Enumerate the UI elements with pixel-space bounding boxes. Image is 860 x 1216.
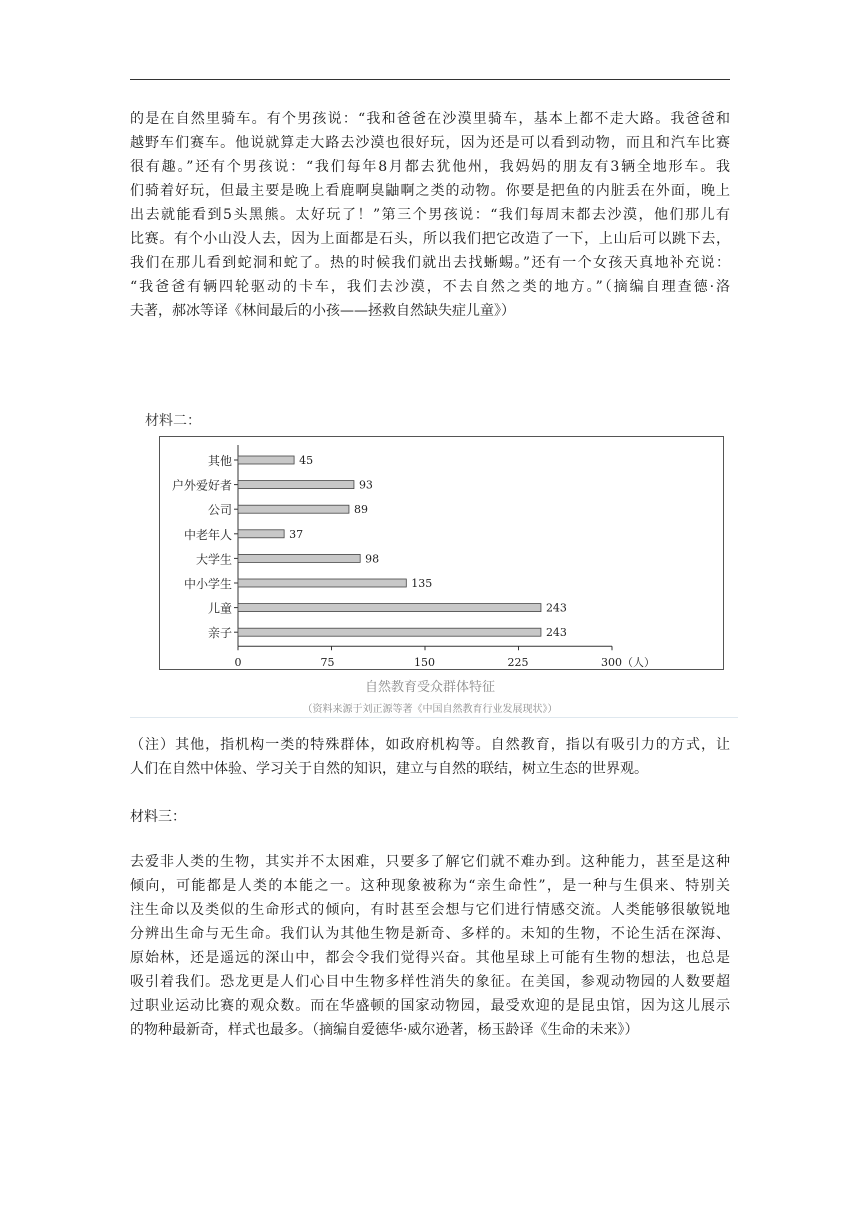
- paragraph-line: 去爱非人类的生物，其实并不太困难，只要多了解它们就不难办到。这种能力，甚至是这种: [130, 854, 730, 870]
- x-tick-label: 75: [320, 656, 335, 669]
- data-label: 243: [545, 601, 567, 615]
- paragraph-line: 人们在自然中体验、学习关于自然的知识，建立与自然的联结，树立生态的世界观。: [130, 761, 648, 777]
- category-label: 中小学生: [183, 577, 232, 591]
- category-label: 公司: [207, 503, 232, 518]
- paragraph-line: 很有趣。”还有个男孩说：“我们每年8月都去犹他州，我妈妈的朋友有3辆全地形车。我: [130, 159, 730, 175]
- paragraph-line: 过职业运动比赛的观众数。而在华盛顿的国家动物园，最受欢迎的是昆虫馆，因为这儿展示: [130, 998, 730, 1014]
- chart-title: 自然教育受众群体特征: [364, 680, 495, 695]
- bar: [238, 628, 541, 636]
- paragraph-line: 夫著，郝冰等译《林间最后的小孩——拯救自然缺失症儿童》）: [130, 303, 515, 319]
- data-label: 93: [358, 478, 373, 492]
- bar: [238, 604, 541, 612]
- paragraph-line: 倾向，可能都是人类的本能之一。这种现象被称为“亲生命性”，是一种与生俱来、特别关: [130, 878, 730, 894]
- material1-paragraph: [130, 107, 730, 323]
- paragraph-line: 我们在那儿看到蛇洞和蛇了。热的时候我们就出去找蜥蜴。”还有一个女孩天真地补充说：: [130, 255, 730, 271]
- bar: [238, 530, 284, 538]
- x-tick-label: 150: [414, 656, 435, 669]
- bar: [238, 505, 349, 513]
- category-label: 户外爱好者: [171, 478, 232, 493]
- category-label: 大学生: [195, 552, 232, 567]
- paragraph-line: 原始林，还是遥远的深山中，都会令我们觉得兴奋。其他星球上可能有生物的想法，也总是: [130, 950, 730, 966]
- paragraph-line: 比赛。有个小山没人去，因为上面都是石头，所以我们把它改造了一下，上山后可以跳下去，: [130, 231, 730, 247]
- x-tick-label: 225: [507, 656, 529, 669]
- note-paragraph: [130, 733, 730, 781]
- divider: [130, 717, 738, 718]
- data-label: 98: [365, 552, 380, 566]
- data-label: 89: [353, 503, 368, 517]
- material2-label: 材料二：: [145, 413, 201, 429]
- category-label: 亲子: [207, 626, 232, 641]
- category-label: 儿童: [207, 601, 232, 616]
- paragraph-line: 的物种最新奇，样式也最多。（摘编自爱德华·威尔逊著，杨玉龄译《生命的未来》）: [130, 1022, 639, 1038]
- paragraph-line: 分辨出生命与无生命。我们认为其他生物是新奇、多样的。未知的生物，不论生活在深海、: [130, 926, 730, 942]
- material3-paragraph: [130, 850, 730, 1042]
- bar: [238, 554, 360, 562]
- paragraph-line: “我爸爸有辆四轮驱动的卡车，我们去沙漠，不去自然之类的地方。”（摘编自理查德·洛: [130, 279, 730, 295]
- category-label: 中老年人: [183, 527, 232, 542]
- material3-label: 材料三：: [130, 809, 186, 825]
- data-label: 135: [411, 577, 433, 590]
- paragraph-line: 越野车们赛车。他说就算走大路去沙漠也很好玩，因为还是可以看到动物，而且和汽车比赛: [130, 135, 730, 151]
- category-label: 其他: [207, 454, 232, 468]
- data-label: 45: [299, 454, 314, 467]
- x-tick-label: 300（人）: [601, 656, 655, 669]
- header-rule: [130, 79, 730, 80]
- data-label: 243: [545, 626, 567, 640]
- paragraph-line: 们骑着好玩，但最主要是晚上看鹿啊臭鼬啊之类的动物。你要是把鱼的内脏丢在外面，晚上: [130, 183, 730, 199]
- chart-frame: [159, 436, 724, 670]
- chart-source: （资料来源于刘正源等著《中国自然教育行业发展现状》）: [302, 704, 558, 715]
- paragraph-line: 注生命以及类似的生命形式的倾向，有时甚至会想与它们进行情感交流。人类能够很敏锐地: [130, 902, 730, 918]
- x-tick-label: 0: [234, 656, 242, 669]
- data-label: 37: [289, 527, 304, 541]
- paragraph-line: 吸引着我们。恐龙更是人们心目中生物多样性消失的象征。在美国，参观动物园的人数要超: [130, 974, 730, 990]
- paragraph-line: （注）其他，指机构一类的特殊群体，如政府机构等。自然教育，指以有吸引力的方式，让: [130, 737, 730, 753]
- bar: [238, 579, 406, 587]
- bar: [238, 481, 354, 489]
- bar: [238, 456, 294, 464]
- paragraph-line: 的是在自然里骑车。有个男孩说：“我和爸爸在沙漠里骑车，基本上都不走大路。我爸爸和: [130, 111, 730, 127]
- paragraph-line: 出去就能看到5头黑熊。太好玩了！”第三个男孩说：“我们每周末都去沙漠，他们那儿有: [130, 207, 730, 223]
- bar-chart: [160, 437, 723, 669]
